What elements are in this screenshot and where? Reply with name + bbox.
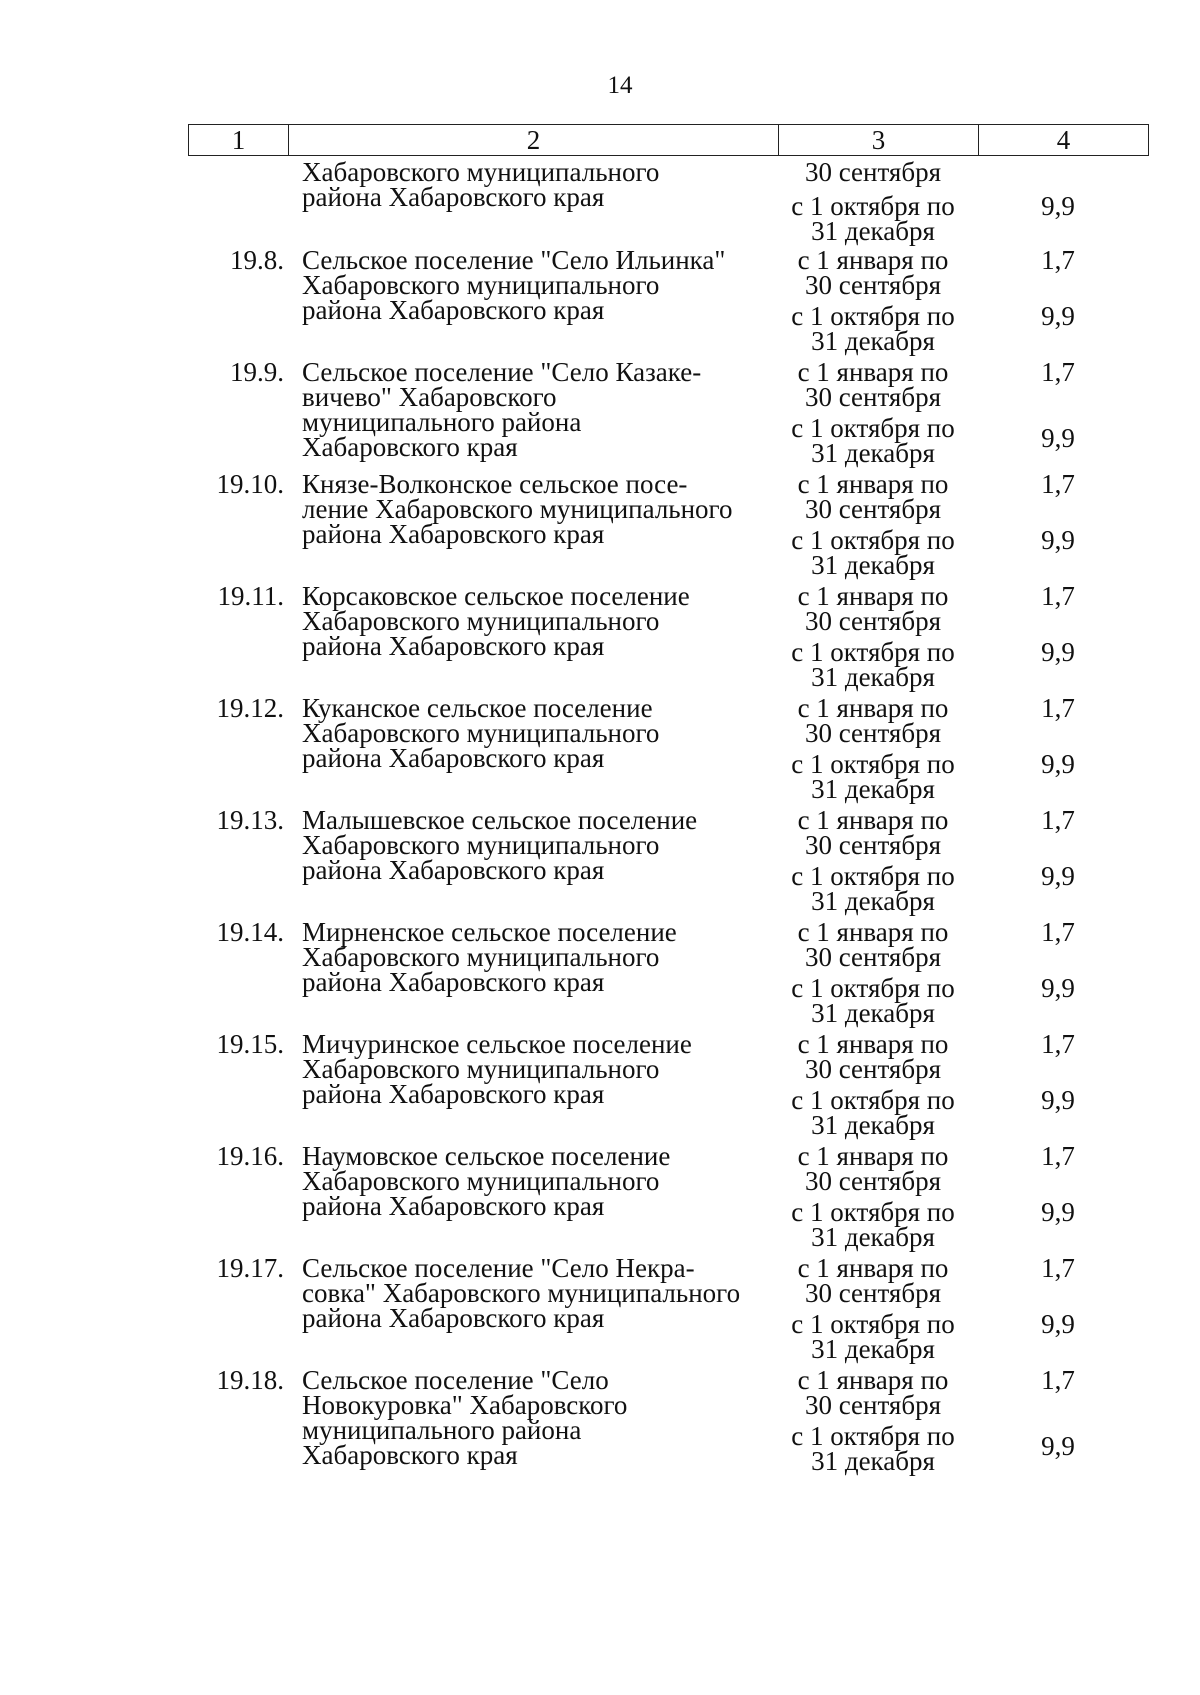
- period-line: 30 сентября: [804, 830, 941, 860]
- table-body: [188, 157, 1148, 1480]
- period-second: [768, 1421, 978, 1476]
- municipality-name: [302, 1029, 772, 1109]
- period-line: 30 сентября: [804, 1166, 941, 1196]
- period-line: с 1 октября по: [791, 637, 955, 667]
- municipality-name-line: района Хабаровского края: [302, 967, 605, 997]
- period-second: [768, 301, 978, 356]
- municipality-name-line: Куканское сельское поселение: [302, 693, 653, 723]
- period-second: [768, 973, 978, 1028]
- table-row: [188, 1253, 1148, 1368]
- municipality-name-line: Корсаковское сельское поселение: [302, 581, 690, 611]
- row-number: 19.16.: [216, 1141, 284, 1171]
- row-number: 19.15.: [216, 1029, 284, 1059]
- municipality-name-line: Хабаровского муниципального: [302, 942, 660, 972]
- row-number: 19.9.: [230, 357, 284, 387]
- header-col-3: 3: [779, 125, 979, 156]
- period-line: с 1 октября по: [791, 973, 955, 1003]
- municipality-name-line: Хабаровского муниципального: [302, 830, 660, 860]
- table-row: [188, 357, 1148, 472]
- municipality-name-line: Хабаровского муниципального: [302, 718, 660, 748]
- rate-value-first: 1,7: [1041, 581, 1075, 611]
- period-line: с 1 октября по: [791, 1197, 955, 1227]
- table-row: [188, 469, 1148, 584]
- period-line: 31 декабря: [811, 1110, 935, 1140]
- municipality-name-line: Малышевское сельское поселение: [302, 805, 698, 835]
- period-line: с 1 января по: [797, 469, 949, 499]
- period-first: [768, 693, 978, 748]
- period-line: 31 декабря: [811, 326, 935, 356]
- municipality-name: [302, 1253, 772, 1333]
- municipality-name-line: ление Хабаровского муниципального: [302, 494, 733, 524]
- table-row: [188, 245, 1148, 360]
- municipality-name-line: Хабаровского края: [302, 432, 518, 462]
- period-line: 31 декабря: [811, 550, 935, 580]
- table-row: [188, 917, 1148, 1032]
- period-second: [768, 637, 978, 692]
- municipality-name: [302, 1141, 772, 1221]
- rate-value-second: 9,9: [1041, 861, 1075, 891]
- municipality-name-line: Сельское поселение "Село Ильинка": [302, 245, 726, 275]
- period-line: с 1 января по: [797, 1141, 949, 1171]
- period-line: 30 сентября: [804, 1390, 941, 1420]
- period-first: [768, 245, 978, 300]
- municipality-name-line: района Хабаровского края: [302, 1191, 605, 1221]
- period-line: 31 декабря: [811, 886, 935, 916]
- period-line: 30 сентября: [804, 606, 941, 636]
- rate-value-first: 1,7: [1041, 357, 1075, 387]
- municipality-name: [302, 469, 772, 549]
- period-first: [768, 805, 978, 860]
- period-line: 31 декабря: [811, 1222, 935, 1252]
- period-line: 31 декабря: [811, 1446, 935, 1476]
- municipality-name-line: Хабаровского муниципального: [302, 1054, 660, 1084]
- rate-value-first: 1,7: [1041, 917, 1075, 947]
- period-line: с 1 января по: [797, 357, 949, 387]
- period-line: с 1 октября по: [791, 749, 955, 779]
- municipality-name-line: вичево" Хабаровского: [302, 382, 557, 412]
- table-row: [188, 805, 1148, 920]
- period-first: [768, 1029, 978, 1084]
- rate-value-second: 9,9: [1041, 1197, 1075, 1227]
- rate-value-second: 9,9: [1041, 423, 1075, 453]
- municipality-name-line: Хабаровского муниципального: [302, 1166, 660, 1196]
- municipality-name: [302, 1365, 772, 1470]
- row-number: 19.11.: [217, 581, 284, 611]
- period-second: [768, 1085, 978, 1140]
- period-second: [768, 1197, 978, 1252]
- period-line: 31 декабря: [811, 1334, 935, 1364]
- row-number: 19.13.: [216, 805, 284, 835]
- rate-value-second: 9,9: [1041, 1085, 1075, 1115]
- row-number: 19.10.: [216, 469, 284, 499]
- table-row: [188, 1141, 1148, 1256]
- rate-value-first: 1,7: [1041, 693, 1075, 723]
- table-row-continuation: [188, 157, 1148, 248]
- period-second: [768, 861, 978, 916]
- row-list: [188, 245, 1148, 1480]
- rate-value-second: 9,9: [1041, 191, 1075, 221]
- period-line: с 1 января по: [797, 1365, 949, 1395]
- municipality-name: [302, 917, 772, 997]
- header-col-4: 4: [979, 125, 1149, 156]
- period-line: с 1 октября по: [791, 1421, 955, 1451]
- municipality-name-line: Сельское поселение "Село Некра-: [302, 1253, 695, 1283]
- municipality-name-line: района Хабаровского края: [302, 855, 605, 885]
- table-row: [188, 1365, 1148, 1480]
- period-line: 30 сентября: [804, 270, 941, 300]
- period-line: с 1 января по: [797, 917, 949, 947]
- period-line: 31 декабря: [811, 662, 935, 692]
- municipality-name-line: Мирненское сельское поселение: [302, 917, 677, 947]
- period-line: с 1 января по: [797, 581, 949, 611]
- rate-value-first: 1,7: [1041, 1365, 1075, 1395]
- period-first: [768, 469, 978, 524]
- period-second: [768, 1309, 978, 1364]
- municipality-name: [302, 693, 772, 773]
- period-first: [768, 1253, 978, 1308]
- rate-value-second: 9,9: [1041, 525, 1075, 555]
- table-row: [188, 581, 1148, 696]
- period-first: [768, 1365, 978, 1420]
- row-number: 19.17.: [216, 1253, 284, 1283]
- period-line: с 1 октября по: [791, 1309, 955, 1339]
- period-line: 31 декабря: [811, 998, 935, 1028]
- table-row: [188, 1029, 1148, 1144]
- period-second: с 1 октября по 31 декабря: [791, 191, 955, 246]
- period-line: с 1 января по: [797, 1253, 949, 1283]
- municipality-name-line: Сельское поселение "Село: [302, 1365, 609, 1395]
- period-line: 30 сентября: [804, 1278, 941, 1308]
- period-first-end: 30 сентября: [804, 157, 941, 187]
- period-line: 30 сентября: [804, 1054, 941, 1084]
- municipality-name-line: района Хабаровского края: [302, 1303, 605, 1333]
- rate-value-second: 9,9: [1041, 637, 1075, 667]
- municipality-name: [302, 357, 772, 462]
- period-first: [768, 1141, 978, 1196]
- municipality-name-line: района Хабаровского края: [302, 1079, 605, 1109]
- period-line: с 1 октября по: [791, 861, 955, 891]
- header-col-2: 2: [289, 125, 779, 156]
- table-header: [188, 124, 1149, 156]
- period-line: с 1 января по: [797, 805, 949, 835]
- table-row: [188, 693, 1148, 808]
- period-first: [768, 357, 978, 412]
- municipality-name-line: района Хабаровского края: [302, 631, 605, 661]
- municipality-name-line: муниципального района: [302, 1415, 582, 1445]
- municipality-name: [302, 805, 772, 885]
- rate-value-second: 9,9: [1041, 973, 1075, 1003]
- row-number: 19.18.: [216, 1365, 284, 1395]
- period-line: 30 сентября: [804, 382, 941, 412]
- period-second: [768, 525, 978, 580]
- rate-value-first: 1,7: [1041, 469, 1075, 499]
- rate-value-first: 1,7: [1041, 1253, 1075, 1283]
- municipality-name-line: Сельское поселение "Село Казаке-: [302, 357, 702, 387]
- municipality-name: [302, 245, 772, 325]
- municipality-name-line: Новокуровка" Хабаровского: [302, 1390, 628, 1420]
- period-line: 30 сентября: [804, 718, 941, 748]
- municipality-name-line: Князе-Волконское сельское посе-: [302, 469, 688, 499]
- rate-value-second: 9,9: [1041, 749, 1075, 779]
- period-line: с 1 октября по: [791, 413, 955, 443]
- rate-value-first: 1,7: [1041, 805, 1075, 835]
- municipality-name-line: района Хабаровского края: [302, 295, 605, 325]
- municipality-name-line: Мичуринское сельское поселение: [302, 1029, 692, 1059]
- municipality-name: Хабаровского муниципального района Хабаровского края: [302, 157, 660, 212]
- period-first: [768, 917, 978, 972]
- municipality-name: [302, 581, 772, 661]
- period-line: с 1 января по: [797, 693, 949, 723]
- period-line: 31 декабря: [811, 438, 935, 468]
- period-line: с 1 января по: [797, 245, 949, 275]
- period-line: 30 сентября: [804, 942, 941, 972]
- rate-value-first: 1,7: [1041, 1029, 1075, 1059]
- municipality-name-line: совка" Хабаровского муниципального: [302, 1278, 741, 1308]
- period-first: [768, 581, 978, 636]
- period-line: с 1 октября по: [791, 301, 955, 331]
- row-number: 19.12.: [216, 693, 284, 723]
- municipality-name-line: Хабаровского края: [302, 1440, 518, 1470]
- row-number: 19.8.: [230, 245, 284, 275]
- row-number: 19.14.: [216, 917, 284, 947]
- period-line: с 1 октября по: [791, 1085, 955, 1115]
- period-line: 30 сентября: [804, 494, 941, 524]
- municipality-name-line: Наумовское сельское поселение: [302, 1141, 671, 1171]
- period-line: с 1 октября по: [791, 525, 955, 555]
- rate-value-second: 9,9: [1041, 1309, 1075, 1339]
- rate-value-second: 9,9: [1041, 301, 1075, 331]
- rate-value-first: 1,7: [1041, 245, 1075, 275]
- municipality-name-line: района Хабаровского края: [302, 743, 605, 773]
- rate-value-first: 1,7: [1041, 1141, 1075, 1171]
- rate-value-second: 9,9: [1041, 1431, 1075, 1461]
- municipality-name-line: Хабаровского муниципального: [302, 606, 660, 636]
- period-line: 31 декабря: [811, 774, 935, 804]
- header-col-1: 1: [189, 125, 289, 156]
- period-second: [768, 413, 978, 468]
- municipality-name-line: муниципального района: [302, 407, 582, 437]
- municipality-name-line: Хабаровского муниципального: [302, 270, 660, 300]
- page-number: 14: [607, 72, 633, 99]
- period-second: [768, 749, 978, 804]
- municipality-name-line: района Хабаровского края: [302, 519, 605, 549]
- period-line: с 1 января по: [797, 1029, 949, 1059]
